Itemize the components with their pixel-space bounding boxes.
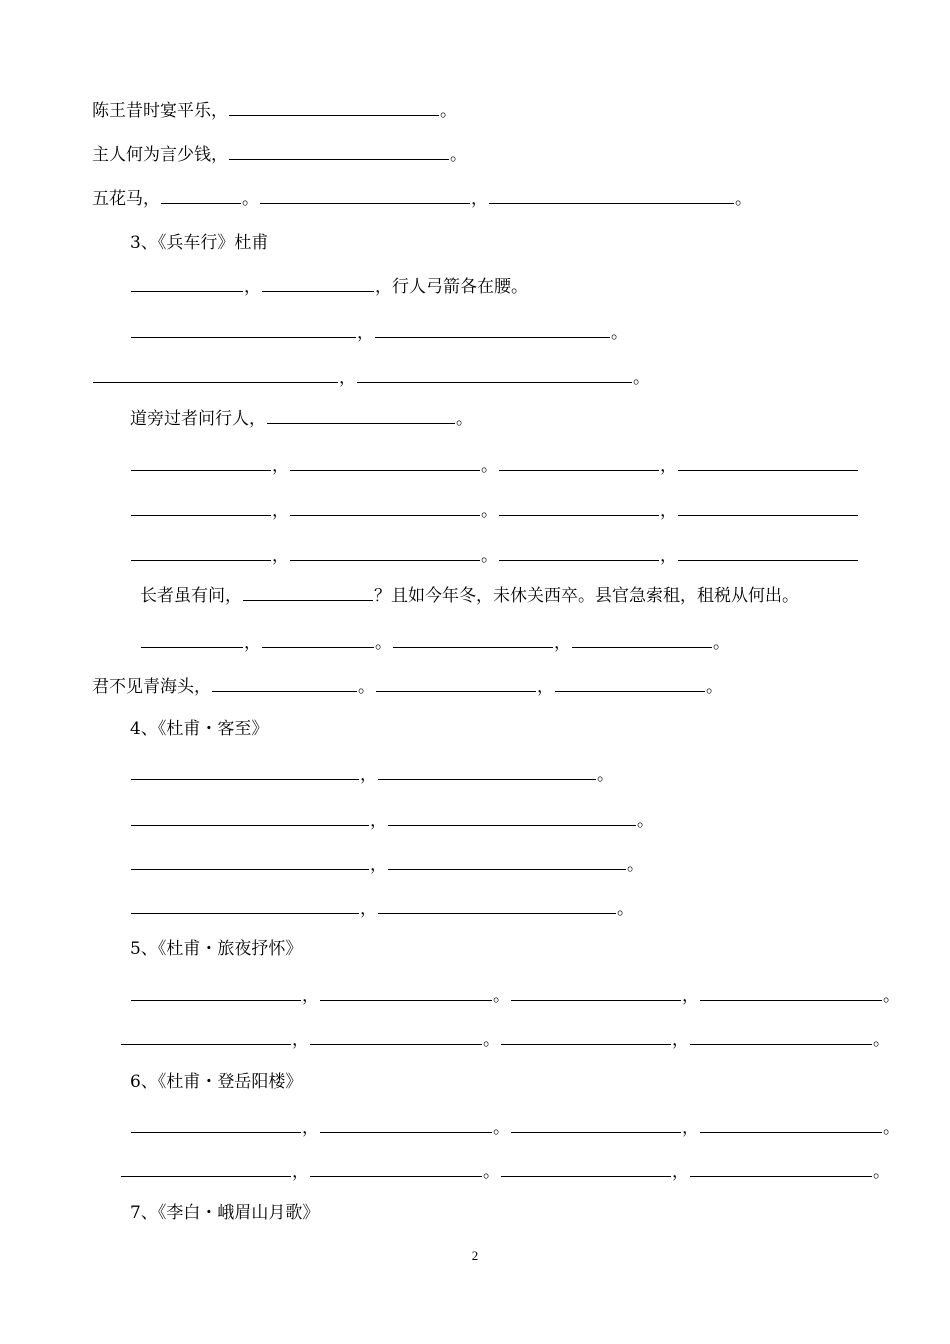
text-segment: 。 [617, 899, 634, 919]
fill-in-blank[interactable] [131, 456, 271, 471]
text-segment: ， [370, 811, 387, 831]
fill-in-blank[interactable] [93, 368, 338, 383]
fill-in-blank[interactable] [262, 277, 374, 292]
fill-in-blank[interactable] [260, 189, 470, 204]
fill-in-blank[interactable] [378, 899, 616, 914]
text-segment: ， [360, 899, 377, 919]
fill-in-blank[interactable] [320, 986, 492, 1001]
text-segment: 道旁过者问行人， [130, 409, 266, 429]
fill-in-blank[interactable] [393, 633, 553, 648]
fill-in-blank[interactable] [131, 811, 369, 826]
text-segment: 。 [611, 323, 628, 343]
text-line [120, 1029, 890, 1051]
text-line [120, 1161, 890, 1183]
fill-in-blank[interactable] [212, 677, 357, 692]
text-segment: 。 [493, 1118, 510, 1138]
text-line [130, 322, 628, 344]
text-line [130, 985, 900, 1007]
text-segment: 主人何为言少钱， [92, 145, 228, 165]
fill-in-blank[interactable] [501, 1030, 671, 1045]
fill-in-blank[interactable] [690, 1162, 872, 1177]
text-segment: 。 [440, 101, 457, 121]
fill-in-blank[interactable] [678, 546, 858, 561]
fill-in-blank[interactable] [499, 456, 659, 471]
fill-in-blank[interactable] [267, 409, 455, 424]
text-segment: ， [660, 546, 677, 566]
fill-in-blank[interactable] [161, 189, 241, 204]
fill-in-blank[interactable] [678, 456, 858, 471]
text-segment: 。 [493, 986, 510, 1006]
text-line [130, 718, 268, 740]
text-segment: ， [360, 765, 377, 785]
text-line [130, 500, 859, 522]
text-line [140, 585, 799, 607]
text-line [130, 938, 302, 960]
text-segment: 6、《杜甫・登岳阳楼》 [130, 1072, 303, 1092]
text-line [130, 898, 634, 920]
text-segment: 。 [873, 1030, 890, 1050]
text-segment: 。 [633, 368, 650, 388]
text-segment: 4、《杜甫・客至》 [130, 719, 269, 739]
fill-in-blank[interactable] [131, 899, 359, 914]
text-segment: 。 [706, 677, 723, 697]
text-segment: ， [660, 501, 677, 521]
fill-in-blank[interactable] [700, 986, 882, 1001]
page-number: 2 [471, 1248, 479, 1263]
text-segment: ， [292, 1162, 309, 1182]
text-segment: ， [537, 677, 554, 697]
fill-in-blank[interactable] [262, 633, 374, 648]
fill-in-blank[interactable] [310, 1030, 482, 1045]
text-segment: ， [272, 546, 289, 566]
fill-in-blank[interactable] [511, 986, 681, 1001]
text-segment: 。 [483, 1162, 500, 1182]
text-line [140, 632, 730, 654]
fill-in-blank[interactable] [131, 501, 271, 516]
text-line [130, 232, 268, 254]
fill-in-blank[interactable] [357, 368, 632, 383]
text-line [130, 455, 859, 477]
fill-in-blank[interactable] [388, 855, 626, 870]
text-segment: 长者虽有问， [140, 586, 242, 606]
text-line [130, 545, 859, 567]
text-segment: 。 [637, 811, 654, 831]
fill-in-blank[interactable] [320, 1118, 492, 1133]
text-segment: 。 [883, 986, 900, 1006]
fill-in-blank[interactable] [131, 277, 243, 292]
text-line [130, 764, 614, 786]
fill-in-blank[interactable] [376, 677, 536, 692]
fill-in-blank[interactable] [388, 811, 636, 826]
text-segment: 。 [483, 1030, 500, 1050]
fill-in-blank[interactable] [131, 1118, 301, 1133]
text-segment: ， [302, 986, 319, 1006]
fill-in-blank[interactable] [501, 1162, 671, 1177]
text-segment: ， [272, 501, 289, 521]
fill-in-blank[interactable] [378, 765, 596, 780]
text-line [92, 367, 650, 389]
text-segment: 。 [481, 456, 498, 476]
fill-in-blank[interactable] [310, 1162, 482, 1177]
text-line [92, 188, 752, 210]
text-segment: 。 [883, 1118, 900, 1138]
text-segment: ， [272, 456, 289, 476]
text-segment: 7、《李白・峨眉山月歌》 [130, 1203, 320, 1223]
fill-in-blank[interactable] [511, 1118, 681, 1133]
fill-in-blank[interactable] [229, 145, 449, 160]
fill-in-blank[interactable] [499, 546, 659, 561]
text-segment: ， [682, 1118, 699, 1138]
fill-in-blank[interactable] [290, 501, 480, 516]
fill-in-blank[interactable] [121, 1030, 291, 1045]
fill-in-blank[interactable] [290, 546, 480, 561]
fill-in-blank[interactable] [290, 456, 480, 471]
text-segment: 。 [735, 189, 752, 209]
fill-in-blank[interactable] [678, 501, 858, 516]
text-line [130, 408, 473, 430]
text-segment: ， [682, 986, 699, 1006]
fill-in-blank[interactable] [700, 1118, 882, 1133]
text-segment: 3、《兵车行》杜甫 [130, 233, 269, 253]
text-segment: 。 [456, 409, 473, 429]
fill-in-blank[interactable] [690, 1030, 872, 1045]
text-segment: ， [339, 368, 356, 388]
text-segment: 君不见青海头， [92, 677, 211, 697]
text-segment: ， [660, 456, 677, 476]
text-segment: ， [672, 1030, 689, 1050]
text-line [92, 144, 467, 166]
text-segment: ， [554, 633, 571, 653]
fill-in-blank[interactable] [555, 677, 705, 692]
text-line [130, 1117, 900, 1139]
text-segment: ， [292, 1030, 309, 1050]
text-segment: 5、《杜甫・旅夜抒怀》 [130, 939, 303, 959]
fill-in-blank[interactable] [131, 323, 356, 338]
text-segment: 陈王昔时宴平乐， [92, 101, 228, 121]
text-segment: 。 [713, 633, 730, 653]
fill-in-blank[interactable] [375, 323, 610, 338]
text-segment: 。 [873, 1162, 890, 1182]
fill-in-blank[interactable] [131, 986, 301, 1001]
fill-in-blank[interactable] [141, 633, 243, 648]
text-line [130, 1202, 319, 1224]
fill-in-blank[interactable] [121, 1162, 291, 1177]
fill-in-blank[interactable] [131, 546, 271, 561]
text-segment: 。 [358, 677, 375, 697]
text-segment: ， [302, 1118, 319, 1138]
fill-in-blank[interactable] [131, 855, 369, 870]
text-segment: ， [357, 323, 374, 343]
text-line [130, 854, 644, 876]
text-line [92, 676, 723, 698]
text-line [130, 276, 528, 298]
fill-in-blank[interactable] [572, 633, 712, 648]
fill-in-blank[interactable] [229, 101, 439, 116]
fill-in-blank[interactable] [243, 586, 373, 601]
text-segment: 。 [481, 501, 498, 521]
text-segment: ？且如今年冬，未休关西卒。县官急索租，租税从何出。 [374, 586, 799, 606]
text-segment: ， [672, 1162, 689, 1182]
text-line [92, 100, 457, 122]
text-segment: ， [370, 855, 387, 875]
text-segment: ， [244, 277, 261, 297]
text-segment: 。 [481, 546, 498, 566]
text-line [130, 1071, 302, 1093]
text-segment: ， [471, 189, 488, 209]
fill-in-blank[interactable] [499, 501, 659, 516]
text-segment: 。 [242, 189, 259, 209]
fill-in-blank[interactable] [489, 189, 734, 204]
text-segment: 五花马， [92, 189, 160, 209]
text-segment: ，行人弓箭各在腰。 [375, 277, 528, 297]
text-segment: ， [244, 633, 261, 653]
fill-in-blank[interactable] [131, 765, 359, 780]
text-segment: 。 [375, 633, 392, 653]
text-segment: 。 [597, 765, 614, 785]
text-segment: 。 [627, 855, 644, 875]
text-segment: 。 [450, 145, 467, 165]
text-line [130, 810, 654, 832]
